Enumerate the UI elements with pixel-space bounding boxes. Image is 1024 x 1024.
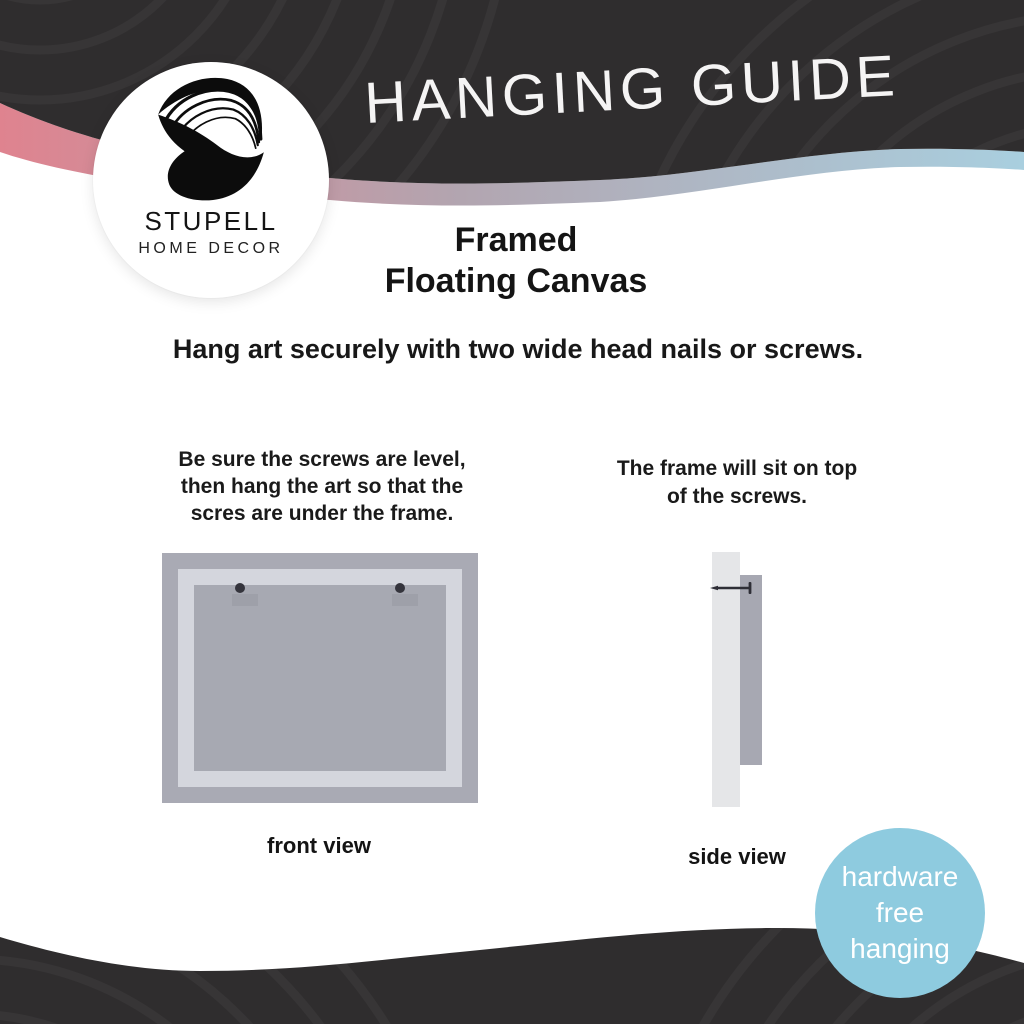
product-title-line1: Framed (454, 221, 578, 259)
badge-line2: free (875, 897, 925, 928)
front-view-caption (132, 446, 512, 527)
main-instruction: Hang art securely with two wide head nails or screws. (172, 334, 864, 364)
side-view-canvas-bar (740, 575, 762, 765)
front-view-caption-line2: then hang the art so that the (180, 475, 464, 498)
screw-left-shadow (232, 594, 258, 606)
side-view-caption-line1: The frame will sit on top (616, 457, 858, 480)
brand-tagline: HOME DECOR (138, 240, 284, 257)
front-view-label: front view (267, 833, 371, 858)
frame-canvas (194, 585, 446, 771)
badge-line1: hardware (841, 861, 959, 892)
stupell-s-logo-icon (153, 76, 269, 202)
hardware-free-badge (815, 828, 985, 998)
screw-right-shadow (392, 594, 418, 606)
nail-icon (710, 579, 756, 597)
product-title (316, 220, 716, 302)
product-title-line2: Floating Canvas (384, 262, 648, 300)
front-view-caption-line3: scres are under the frame. (190, 502, 454, 525)
side-view-caption-line2: of the screws. (666, 485, 808, 508)
badge-line3: hanging (850, 933, 950, 964)
screw-left-icon (235, 583, 245, 593)
front-view-diagram (162, 553, 478, 803)
side-view-caption (547, 455, 927, 511)
front-view-caption-line1: Be sure the screws are level, (178, 448, 466, 471)
page-title: HANGING GUIDE (362, 42, 902, 136)
brand-name: STUPELL (144, 206, 278, 236)
brand-logo-badge (93, 62, 329, 298)
side-view-label: side view (688, 844, 786, 869)
screw-right-icon (395, 583, 405, 593)
